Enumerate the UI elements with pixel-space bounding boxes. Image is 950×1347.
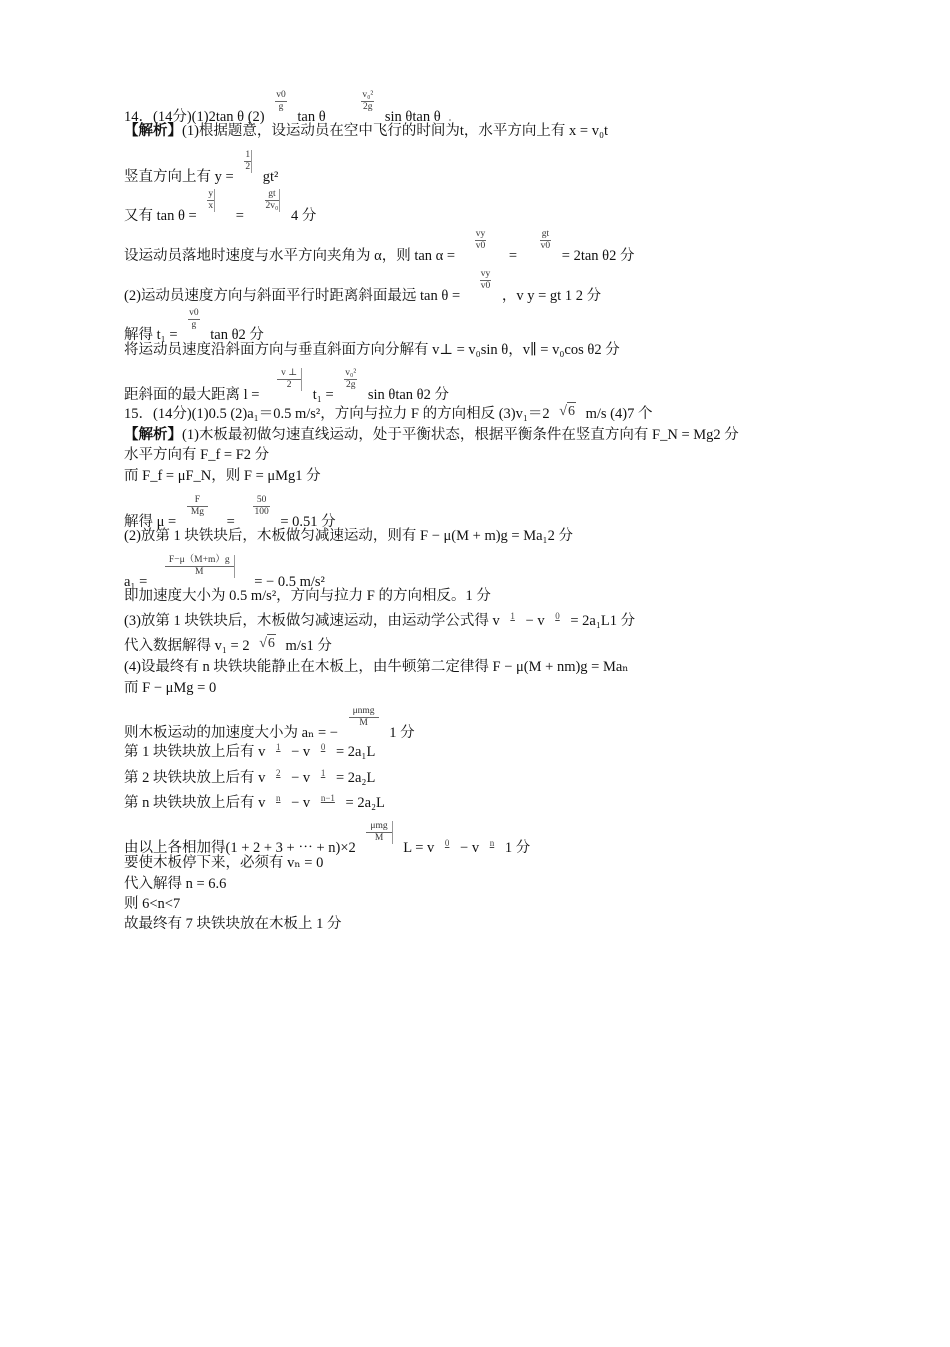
q14-analysis-line7: 将运动员速度沿斜面方向与垂直斜面方向分解有 v⊥ = v₀sin θ，v∥ = v₀cos θ2 分 (124, 342, 620, 358)
fraction-gt-over-2v0: $\frac{gt}{\text{2v₀}}$ (265, 189, 279, 211)
q15-analysis-line6: a₁ = $\frac{F-\mu(M+m)g}{M}$ = − 0.5 m/s² (124, 555, 325, 590)
fraction-vy-over-v0: $\frac{vy}{v0}$ (475, 229, 486, 251)
q15-analysis-line17: 要使木板停下来，必须有 vₙ = 0 (124, 855, 324, 871)
fraction-v0sq-over-2g-2: $\frac{\text{v₀²}}{2g}$ (345, 368, 357, 390)
q14-analysis-line3: 又有 tan θ = $\frac{y}{x}$ = $\frac{gt}{\text{2v₀}}$ 4 分 (124, 189, 317, 224)
q15-analysis-line19: 则 6<n<7 (124, 896, 181, 912)
fraction-50-over-100: $\frac{50}{100}$ (254, 495, 269, 517)
q15-analysis-line1: 【解析】(1)木板最初做匀速直线运动，处于平衡状态，根据平衡条件在竖直方向有 F_N = Mg2 分 (124, 427, 739, 443)
q15-analysis-line3: 而 F_f = μF_N，则 F = μMg1 分 (124, 468, 321, 484)
q15-analysis-line9: 代入数据解得 v₁ = 2 √6 m/s1 分 (124, 636, 332, 654)
q15-analysis-line8: (3)放第 1 块铁块后，木板做匀减速运动，由运动学公式得 v 1 − v 0 = 2a₁L1 分 (124, 611, 636, 629)
q14-analysis-line1: 【解析】(1)根据题意，设运动员在空中飞行的时间为t，水平方向上有 x = v₀t (124, 123, 609, 139)
fraction-gt-over-v0: $\frac{gt}{v0}$ (540, 229, 551, 251)
q14-analysis-line8: 距斜面的最大距离 l = $\frac{v \perp}{2}$ t₁ = $\frac{\text{v₀²}}{2g}$ sin θtan θ2 分 (124, 368, 449, 403)
analysis-label: 【解析】 (124, 123, 182, 139)
fraction-acceleration: $\frac{F-\mu(M+m)g}{M}$ (165, 555, 235, 578)
q15-analysis-line5: (2)放第 1 块铁块后，木板做匀减速运动，则有 F − μ(M + m)g = Ma₁2 分 (124, 528, 573, 544)
q15-analysis-line13: 第 1 块铁块放上后有 v 1 − v 0 = 2a₁L (124, 742, 376, 760)
q15-analysis-line11: 而 F − μMg = 0 (124, 680, 217, 696)
q14-answer-part1: 14．(14分)(1)2tan θ (2) (124, 109, 265, 125)
q15-analysis-line15: 第 n 块铁块放上后有 v n − v n−1 = 2a₂L (124, 793, 385, 811)
q14-answer-part2: tan θ (297, 109, 326, 125)
q15-analysis-line14: 第 2 块铁块放上后有 v 2 − v 1 = 2a₂L (124, 768, 376, 786)
q15-analysis-line4: 解得 μ = $\frac{F}{Mg}$ = $\frac{50}{100}$ = 0.51 分 (124, 495, 336, 530)
q14-analysis-line4: 设运动员落地时速度与水平方向夹角为 α，则 tan α = $\frac{vy}{v0}$ = $\frac{gt}{v0}$ = 2tan θ2 分 (124, 229, 635, 264)
q15-analysis-line12: 则木板运动的加速度大小为 aₙ = − $\frac{\text{μnmg}}{M}$ 1 分 (124, 706, 415, 741)
fraction-v0sq-over-2g: $\frac{\text{v₀²}}{2g}$ (362, 90, 374, 112)
sqrt-6: √6 (559, 404, 575, 419)
fraction-umg-over-M: $\frac{\text{μmg}}{M}$ (366, 821, 392, 844)
fraction-vperp-over-2: $\frac{v \perp}{2}$ (277, 368, 302, 391)
q15-analysis-line10: (4)设最终有 n 块铁块能静止在木板上，由牛顿第二定律得 F − μ(M + nm)g = Maₙ (124, 659, 629, 675)
q14-analysis-line2: 竖直方向上有 y = $\frac{1}{2}$ gt² (124, 150, 279, 185)
fraction-F-over-Mg: $\frac{F}{Mg}$ (187, 495, 208, 518)
fraction-half: $\frac{1}{2}$ (245, 150, 251, 172)
q14-analysis-line5: (2)运动员速度方向与斜面平行时距离斜面最远 tan θ = $\frac{vy}{v0}$ ，v y = gt 1 2 分 (124, 269, 602, 304)
q14-analysis-line6: 解得 t₁ = $\frac{v0}{g}$ tan θ2 分 (124, 308, 264, 343)
fraction-v0-over-g: $\frac{v0}{g}$ (276, 90, 286, 112)
stray-dot (449, 119, 451, 121)
fraction-vy-over-v0-2: $\frac{vy}{v0}$ (480, 269, 491, 291)
q14-answer-line (124, 90, 451, 125)
q15-analysis-line2: 水平方向有 F_f = F2 分 (124, 447, 270, 463)
q15-answer-line: 15．(14分)(1)0.5 (2)a₁＝0.5 m/s²，方向与拉力 F 的方向相反 (3)v₁＝2 √6 m/s (4)7 个 (124, 404, 653, 422)
fraction-v0-over-g-2: $\frac{v0}{g}$ (189, 308, 199, 330)
fraction-y-over-x: $\frac{y}{x}$ (208, 189, 214, 211)
q15-analysis-line20: 故最终有 7 块铁块放在木板上 1 分 (124, 916, 342, 932)
analysis-label-2: 【解析】 (124, 427, 182, 443)
fraction-unmg-over-M: $\frac{\text{μnmg}}{M}$ (349, 706, 379, 729)
q15-analysis-line7: 即加速度大小为 0.5 m/s²，方向与拉力 F 的方向相反。1 分 (124, 588, 491, 604)
q14-answer-part3: sin θtan θ (384, 109, 441, 125)
sqrt-6-2: √6 (259, 636, 275, 651)
q15-analysis-line16: 由以上各相加得(1 + 2 + 3 + ⋯ + n)×2 $\frac{\text{μmg}}{M}$ L = v 0 − v n 1 分 (124, 821, 531, 856)
q15-analysis-line18: 代入解得 n = 6.6 (124, 876, 227, 892)
